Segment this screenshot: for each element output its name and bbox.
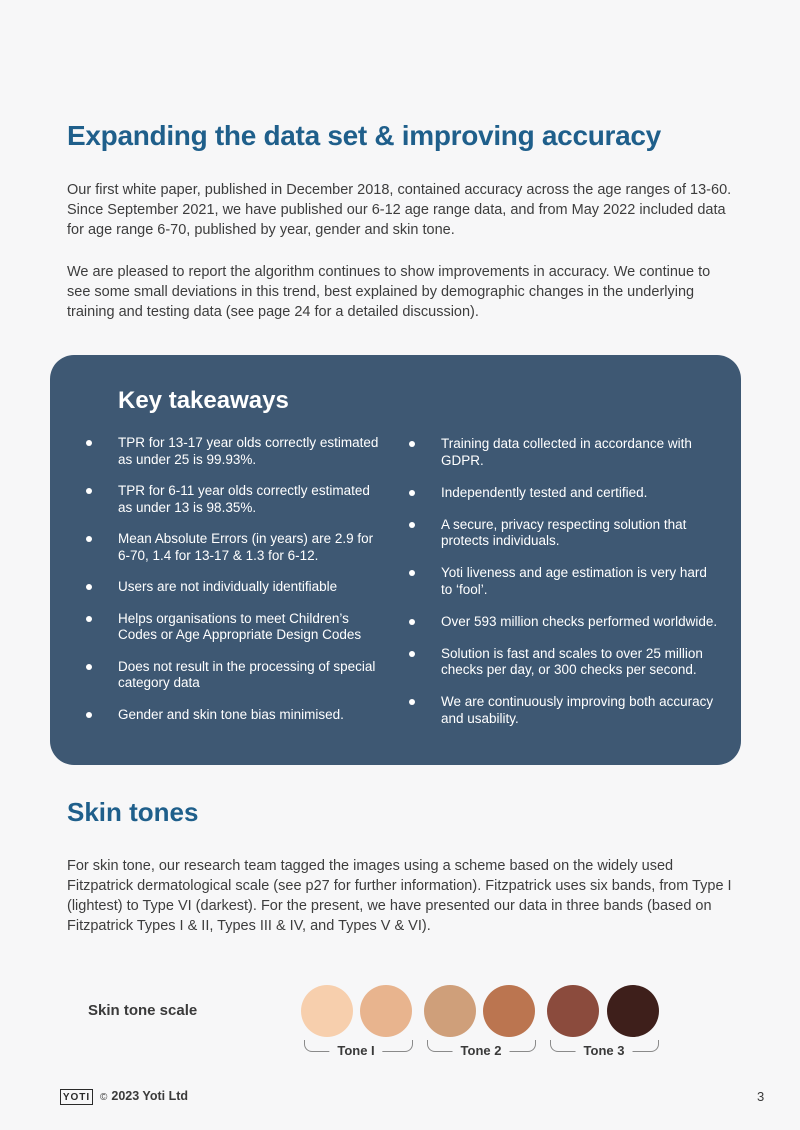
bullet-icon [409, 619, 415, 625]
tone-3-label: Tone 3 [576, 1043, 633, 1058]
intro-paragraph: Our first white paper, published in December 2018, contained accuracy across the age ranges of 13-60. Since September 2021, we have published our 6-12 age range data, and from May 2022 included data for age range 6-70, published by year, gender and skin tone. [67, 182, 732, 238]
skin-swatch-6 [607, 985, 659, 1037]
list-item-text: Does not result in the processing of special category data [118, 658, 376, 690]
list-item-text: Over 593 million checks performed worldwide. [441, 613, 718, 629]
tone-2-label: Tone 2 [453, 1043, 510, 1058]
copyright-icon: © [100, 1092, 108, 1103]
list-item [86, 435, 386, 468]
bullet-icon [86, 712, 92, 718]
tone-1-label: Tone I [329, 1043, 382, 1058]
list-item [409, 614, 719, 631]
page-heading: Expanding the data set & improving accuracy [67, 120, 661, 151]
list-item-text: Independently tested and certified. [441, 484, 648, 500]
bullet-icon [409, 651, 415, 657]
list-item-text: A secure, privacy respecting solution that protects individuals. [441, 516, 687, 548]
list-item-text: TPR for 13-17 year olds correctly estimated as under 25 is 99.93%. [118, 435, 379, 467]
list-item [409, 646, 719, 679]
key-takeaways-title: Key takeaways [118, 387, 289, 414]
skin-swatch-2 [360, 985, 412, 1037]
bullet-icon [409, 522, 415, 528]
skin-swatch-5 [547, 985, 599, 1037]
skin-swatch-4 [483, 985, 535, 1037]
bullet-icon [86, 584, 92, 590]
bullet-icon [409, 570, 415, 576]
list-item [86, 659, 386, 692]
list-item-text: Mean Absolute Errors (in years) are 2.9 for 6-70, 1.4 for 13-17 & 1.3 for 6-12. [118, 531, 374, 563]
bullet-icon [86, 664, 92, 670]
page-number: 3 [757, 1089, 765, 1104]
list-item [409, 694, 719, 727]
list-item [86, 579, 386, 596]
skin-swatch-1 [301, 985, 353, 1037]
bullet-icon [409, 490, 415, 496]
list-item [409, 436, 719, 469]
list-item-text: TPR for 6-11 year olds correctly estimated as under 13 is 98.35%. [118, 483, 370, 515]
list-item-text: We are continuously improving both accuracy and usability. [441, 694, 714, 726]
bullet-icon [409, 699, 415, 705]
footer-copyright [100, 1089, 188, 1103]
copyright-text: 2023 Yoti Ltd [111, 1089, 189, 1103]
skin-swatch-3 [424, 985, 476, 1037]
bullet-icon [409, 441, 415, 447]
skin-tones-heading: Skin tones [67, 797, 199, 827]
list-item-text: Helps organisations to meet Children’s Codes or Age Appropriate Design Codes [118, 610, 362, 642]
list-item [86, 707, 386, 724]
key-takeaways-panel [50, 355, 741, 765]
bullet-icon [86, 536, 92, 542]
takeaways-left-list [86, 435, 386, 738]
list-item [86, 483, 386, 516]
list-item-text: Yoti liveness and age estimation is very hard to ‘fool’. [441, 565, 707, 597]
list-item [86, 531, 386, 564]
list-item [409, 485, 719, 502]
skin-tones-paragraph: For skin tone, our research team tagged the images using a scheme based on the widely used Fitzpatrick dermatological scale (see p27 for further information). Fitzpatrick uses six bands, from Type I (lightest) to Type VI (darkest). For the present, we have presented our data in three bands (based on Fitzpatrick Types I & II, Types III & IV, and Types V & VI). [67, 858, 732, 934]
skin-tone-scale-label: Skin tone scale [88, 1002, 198, 1019]
accuracy-paragraph: We are pleased to report the algorithm continues to show improvements in accuracy. We continue to see some small deviations in this trend, best explained by demographic changes in the underlying training and testing data (see page 24 for a detailed discussion). [67, 264, 711, 320]
bullet-icon [86, 616, 92, 622]
yoti-logo: YOTI [60, 1089, 93, 1105]
list-item [86, 611, 386, 644]
list-item [409, 565, 719, 598]
takeaways-right-list [409, 436, 719, 743]
list-item-text: Users are not individually identifiable [118, 579, 338, 594]
bullet-icon [86, 440, 92, 446]
list-item-text: Gender and skin tone bias minimised. [118, 706, 344, 722]
list-item-text: Training data collected in accordance with GDPR. [441, 436, 692, 468]
list-item-text: Solution is fast and scales to over 25 million checks per day, or 300 checks per second. [441, 645, 703, 677]
bullet-icon [86, 488, 92, 494]
list-item [409, 517, 719, 550]
